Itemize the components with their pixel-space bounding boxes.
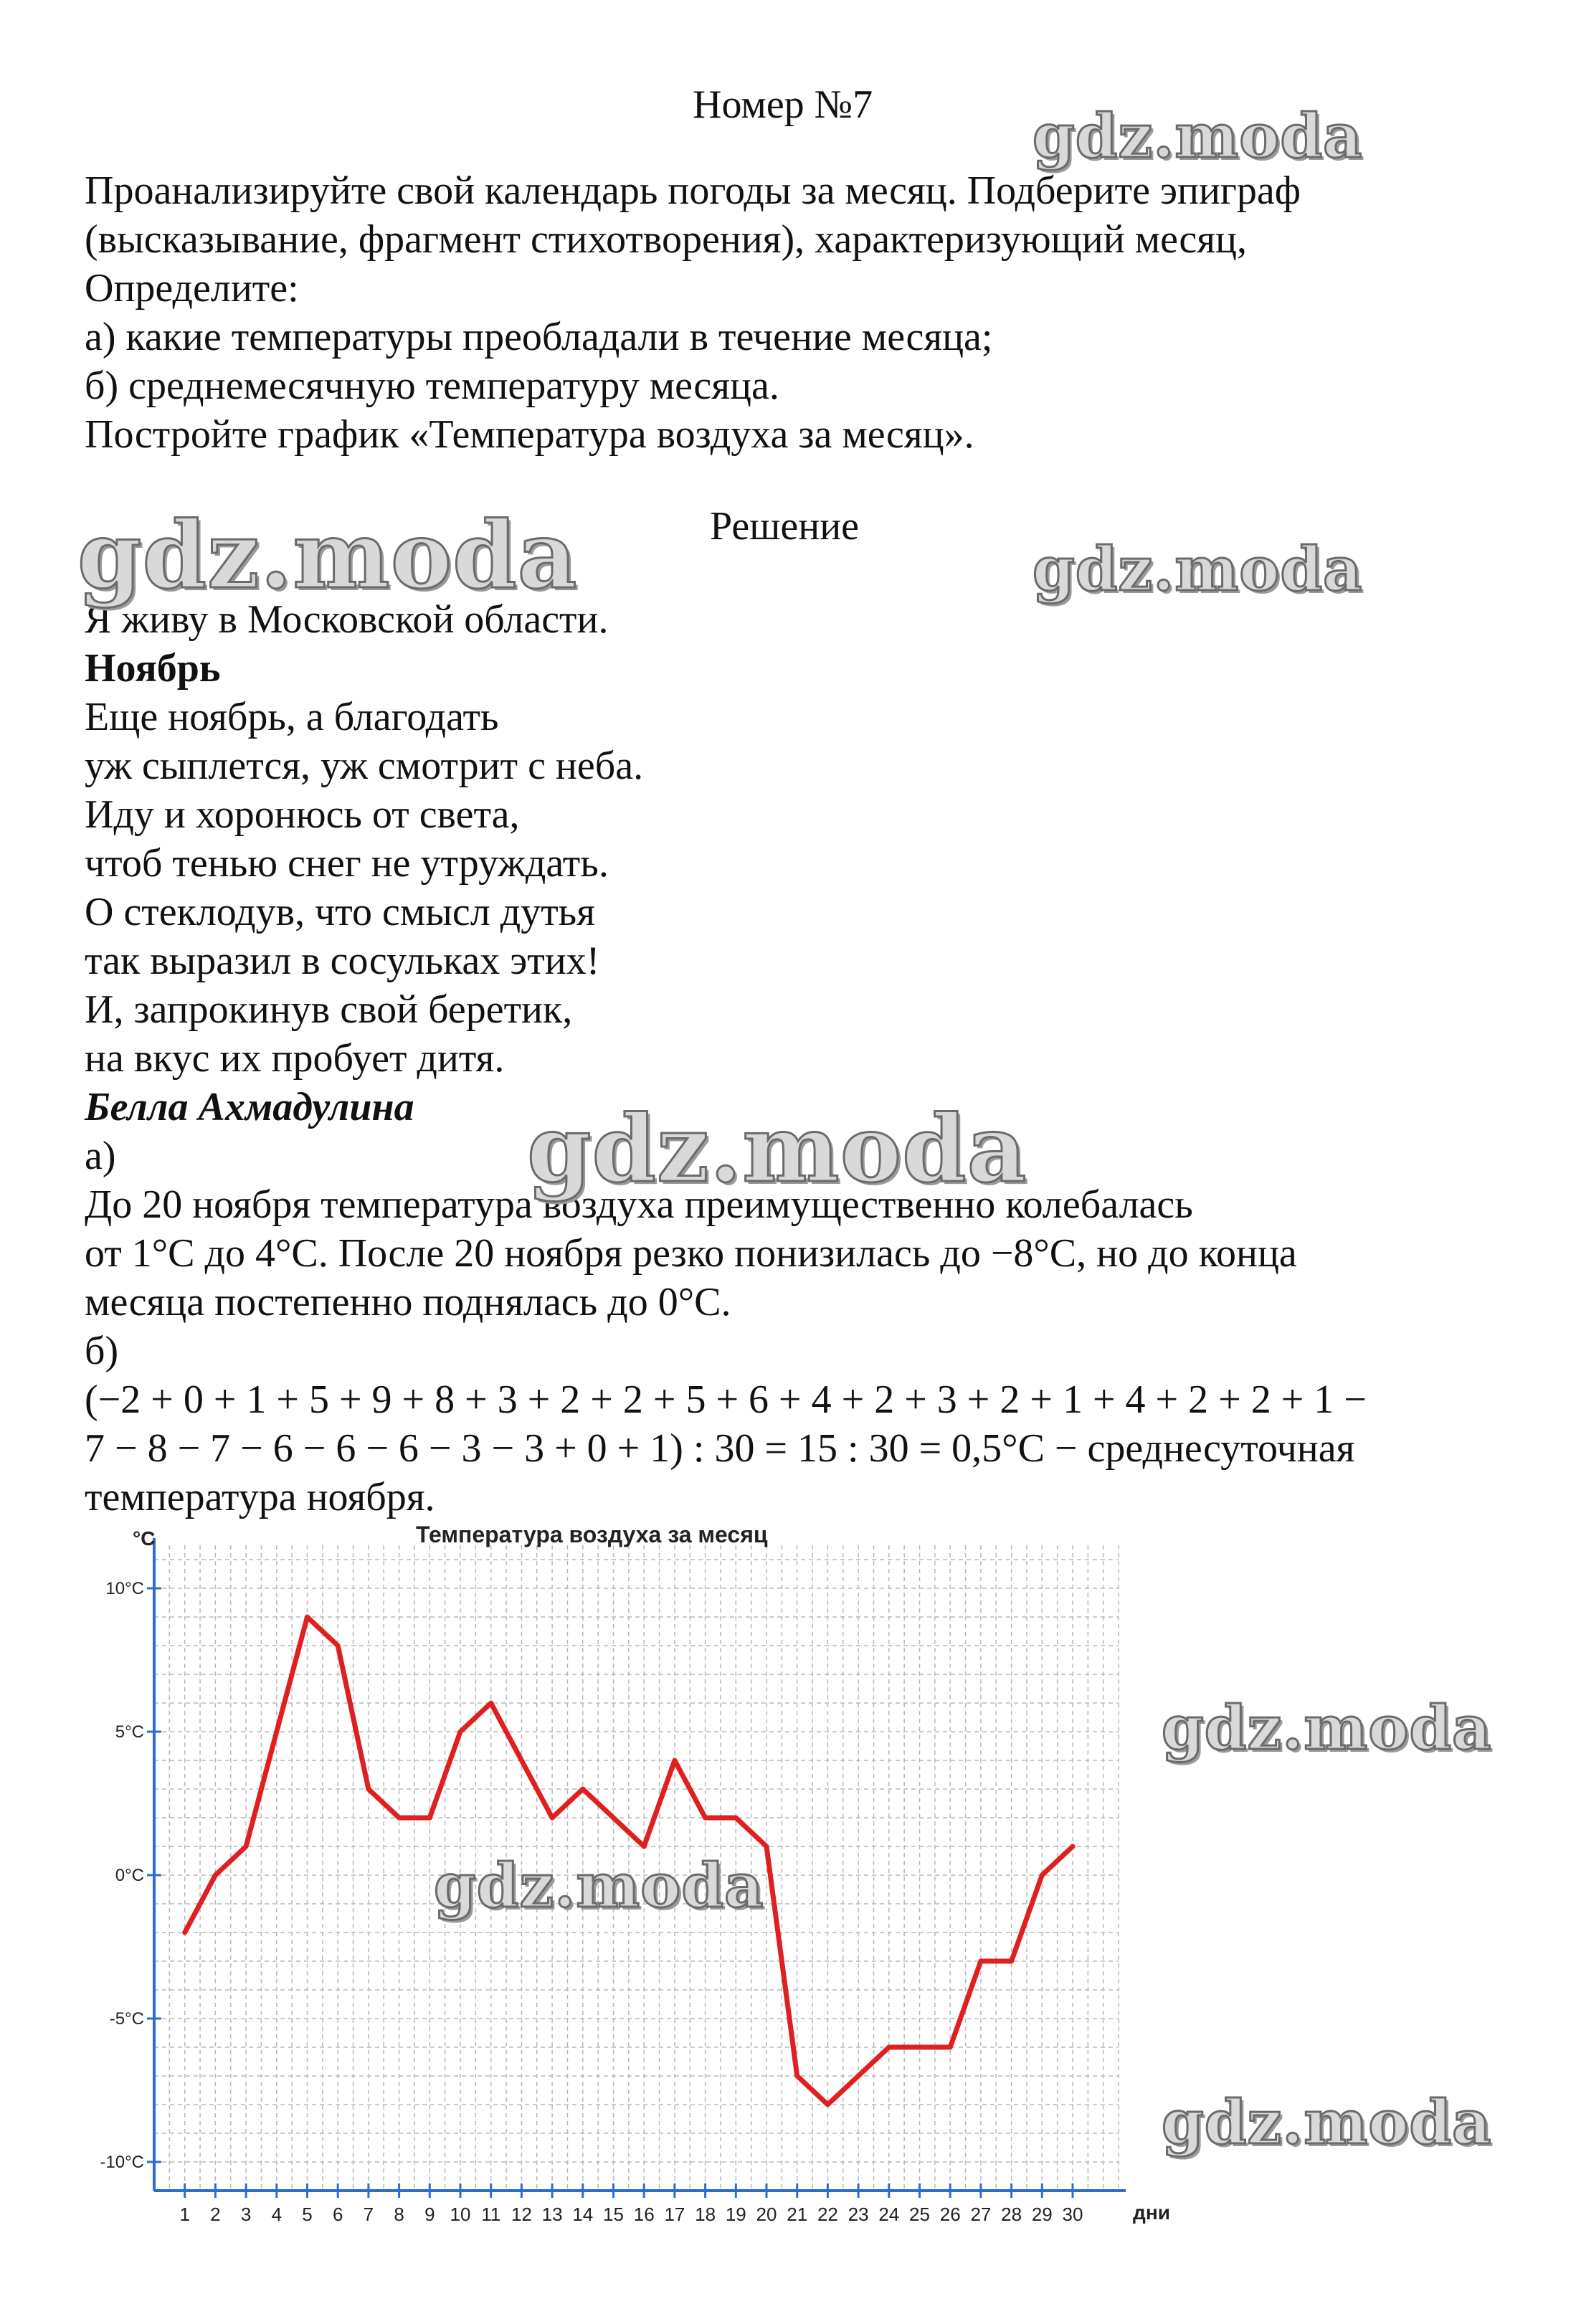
data-point [918, 2046, 921, 2049]
task-line: Определите: [85, 266, 299, 310]
poem-line: Еще ноябрь, а благодать [85, 695, 499, 739]
x-tick-label: 13 [541, 2204, 563, 2225]
x-tick-label: 24 [878, 2204, 900, 2225]
data-point [673, 1759, 676, 1762]
y-tick-label: -5°C [109, 2009, 144, 2029]
data-point [520, 1759, 523, 1762]
data-point [796, 2074, 799, 2077]
task-line: а) какие температуры преобладали в течение месяца; [85, 315, 993, 359]
poem-line: Иду и хоронюсь от света, [85, 792, 520, 837]
x-tick-label: 25 [909, 2204, 930, 2225]
data-point [367, 1788, 370, 1791]
x-tick-label: 12 [511, 2204, 532, 2225]
data-point [306, 1616, 309, 1618]
x-tick-label: 14 [572, 2204, 594, 2225]
data-point [459, 1730, 462, 1733]
data-point [642, 1845, 645, 1848]
x-tick-label: 1 [179, 2204, 190, 2225]
task-line: Проанализируйте свой календарь погоды за месяц. Подберите эпиграф [85, 169, 1301, 213]
x-tick-label: 21 [787, 2204, 808, 2225]
data-point [888, 2046, 891, 2049]
data-point [612, 1816, 615, 1819]
poem-line: чтоб тенью снег не утруждать. [85, 841, 609, 886]
part-b-label: б) [85, 1329, 119, 1373]
data-point [336, 1644, 339, 1647]
x-tick-label: 28 [1001, 2204, 1022, 2225]
month-heading: Ноябрь [85, 646, 221, 691]
part-b-line: температура ноября. [85, 1475, 435, 1519]
poem-line: на вкус их пробует дитя. [85, 1036, 505, 1081]
part-a-label: а) [85, 1134, 116, 1178]
part-b-line: (−2 + 0 + 1 + 5 + 9 + 8 + 3 + 2 + 2 + 5 + 6 + 4 + 2 + 3 + 2 + 1 + 4 + 2 + 2 + 1 − [85, 1377, 1367, 1422]
x-tick-label: 3 [240, 2204, 252, 2225]
watermark-logo: gdz.moda [77, 502, 578, 610]
x-tick-label: 30 [1062, 2204, 1083, 2225]
x-tick-label: 9 [424, 2204, 435, 2225]
x-tick-label: 17 [664, 2204, 685, 2225]
poem-line: уж сыплется, уж смотрит с неба. [85, 744, 644, 788]
poem-line: так выразил в сосульках этих! [85, 939, 600, 983]
x-tick-label: 23 [848, 2204, 869, 2225]
watermark-logo: gdz.moda [434, 1850, 764, 1921]
y-axis-label: °C [133, 1527, 156, 1550]
data-point [1010, 1960, 1013, 1963]
intro-line: Я живу в Московской области. [85, 597, 609, 642]
data-point [857, 2074, 860, 2077]
data-point [826, 2103, 829, 2106]
chart-title: Температура воздуха за месяц [416, 1522, 768, 1547]
data-point [1071, 1845, 1074, 1848]
data-point [704, 1816, 707, 1819]
y-tick-label: 0°C [115, 1866, 144, 1885]
x-tick-label: 7 [363, 2204, 374, 2225]
poem-author: Белла Ахмадулина [85, 1085, 414, 1129]
watermark-logo: gdz.moda [1033, 100, 1363, 171]
x-tick-label: 26 [939, 2204, 961, 2225]
x-tick-label: 20 [756, 2204, 777, 2225]
x-tick-label: 29 [1031, 2204, 1053, 2225]
x-tick-label: 11 [481, 2204, 501, 2225]
part-a-line: от 1°С до 4°С. После 20 ноября резко понизилась до −8°С, но до конца [85, 1231, 1297, 1276]
data-point [245, 1845, 247, 1848]
data-point [734, 1816, 737, 1819]
x-tick-label: 10 [450, 2204, 471, 2225]
x-tick-label: 15 [603, 2204, 624, 2225]
x-tick-label: 22 [817, 2204, 838, 2225]
watermark-logo: gdz.moda [527, 1096, 1027, 1203]
page-title: Номер №7 [693, 82, 873, 127]
x-axis-label: дни [1133, 2201, 1170, 2224]
data-point [949, 2046, 951, 2049]
data-point [428, 1816, 431, 1819]
watermark-logo: gdz.moda [1162, 2087, 1492, 2158]
part-a-line: месяца постепенно поднялась до 0°С. [85, 1280, 731, 1324]
x-tick-label: 19 [725, 2204, 746, 2225]
x-tick-label: 6 [332, 2204, 343, 2225]
data-point [398, 1816, 401, 1819]
x-tick-label: 27 [970, 2204, 992, 2225]
data-point [1040, 1874, 1043, 1877]
y-tick-label: 5°C [115, 1722, 144, 1742]
x-tick-label: 18 [695, 2204, 716, 2225]
x-tick-label: 4 [271, 2204, 283, 2225]
y-tick-label: 10°C [105, 1579, 144, 1598]
data-point [275, 1730, 278, 1733]
data-point [581, 1788, 584, 1791]
data-point [979, 1960, 982, 1963]
poem-line: И, запрокинув свой беретик, [85, 987, 573, 1032]
x-tick-label: 16 [633, 2204, 655, 2225]
y-tick-label: -10°C [100, 2153, 144, 2172]
watermark-logo: gdz.moda [1162, 1692, 1492, 1763]
solution-heading: Решение [710, 504, 860, 549]
x-tick-label: 5 [302, 2204, 313, 2225]
poem-line: О стеклодув, что смысл дутья [85, 890, 595, 934]
x-tick-label: 8 [394, 2204, 404, 2225]
data-point [184, 1931, 186, 1934]
watermark-logo: gdz.moda [1033, 533, 1363, 604]
task-line: Постройте график «Температура воздуха за месяц». [85, 412, 974, 457]
x-tick-label: 2 [210, 2204, 221, 2225]
task-line: (высказывание, фрагмент стихотворения), характеризующий месяц, [85, 217, 1247, 262]
data-point [490, 1702, 493, 1704]
part-a-line: До 20 ноября температура воздуха преимущественно колебалась [85, 1182, 1193, 1227]
part-b-line: 7 − 8 − 7 − 6 − 6 − 6 − 3 − 3 + 0 + 1) : 30 = 15 : 30 = 0,5°С − среднесуточная [85, 1426, 1355, 1471]
data-point [765, 1845, 768, 1848]
task-line: б) среднемесячную температуру месяца. [85, 364, 779, 408]
data-point [551, 1816, 554, 1819]
data-point [214, 1874, 217, 1877]
